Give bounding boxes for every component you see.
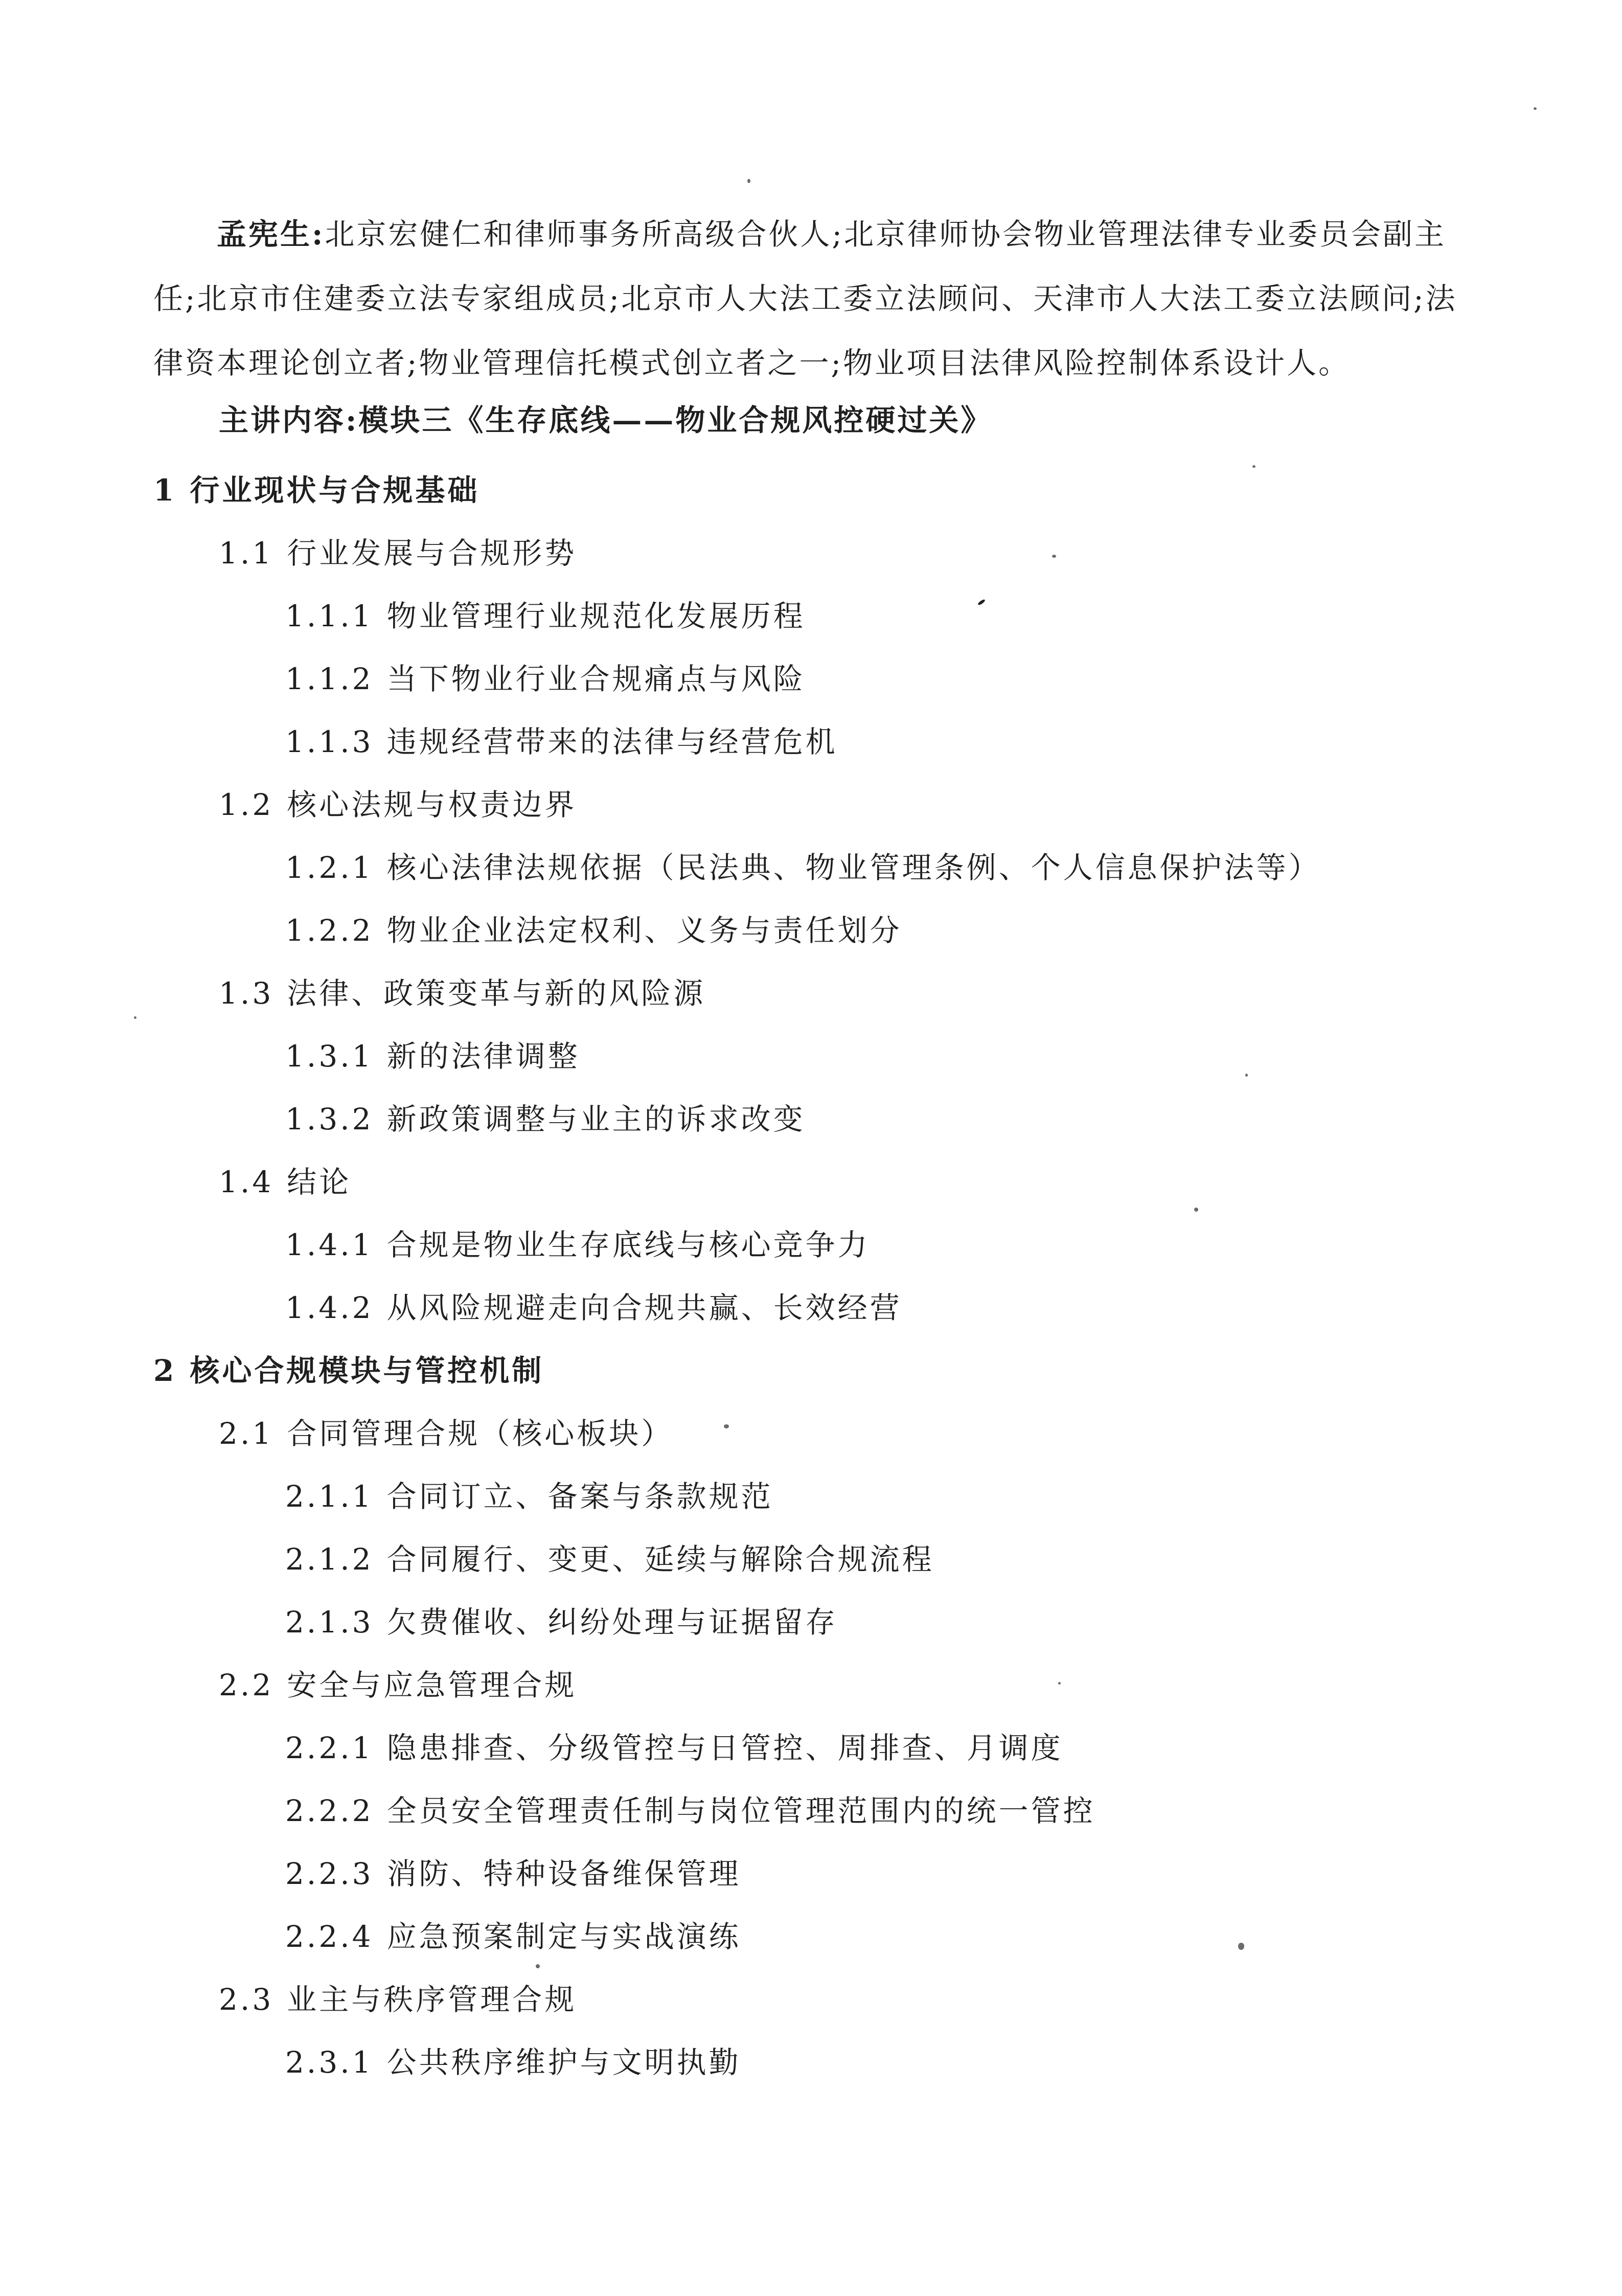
outline-item-text: 应急预案制定与实战演练: [386, 1919, 741, 1954]
scan-speck: [1058, 1682, 1061, 1685]
outline-item-number: 1.4: [219, 1165, 274, 1199]
outline-item-text: 欠费催收、纠纷处理与证据留存: [386, 1605, 838, 1640]
outline-item-number: 2.2.2: [285, 1793, 374, 1828]
outline-item-text: 法律、政策变革与新的风险源: [287, 976, 706, 1011]
outline-item-number: 2: [153, 1353, 177, 1388]
outline-item-text: 消防、特种设备维保管理: [386, 1856, 741, 1891]
outline-item-number: 2.3: [219, 1982, 274, 2017]
outline-item-level-3: [153, 1214, 1482, 1277]
outline-item-number: 2.3.1: [285, 2045, 374, 2080]
scan-speck: [724, 1424, 729, 1428]
outline-item-text: 公共秩序维护与文明执勤: [386, 2045, 741, 2080]
outline-item-level-3: [153, 1843, 1482, 1905]
outline-item-number: 1.3.2: [285, 1102, 374, 1136]
outline-item-level-1: [153, 1339, 1482, 1402]
outline-item-text: 全员安全管理责任制与岗位管理范围内的统一管控: [386, 1793, 1095, 1828]
outline-item-number: 2.2.1: [285, 1731, 374, 1765]
outline-item-text: 核心法律法规依据（民法典、物业管理条例、个人信息保护法等）: [386, 850, 1321, 885]
lecture-heading: [219, 396, 992, 439]
outline-item-number: 1.4.2: [285, 1290, 374, 1325]
outline-item-text: 合同履行、变更、延续与解除合规流程: [386, 1542, 934, 1577]
outline-item-level-3: [153, 1717, 1482, 1780]
outline-item-number: 1.3.1: [285, 1039, 374, 1074]
outline-item-text: 结论: [287, 1165, 352, 1199]
outline-item-level-3: [153, 711, 1482, 774]
outline-item-number: 1: [153, 473, 177, 508]
scan-speck: [1194, 1208, 1198, 1212]
outline-item-level-2: [153, 1151, 1482, 1214]
outline-item-text: 合同订立、备案与条款规范: [386, 1479, 773, 1514]
outline-item-level-3: [153, 899, 1482, 962]
outline-item-level-3: [153, 1277, 1482, 1339]
scan-speck: [1245, 1074, 1248, 1077]
outline-item-number: 2.1.3: [285, 1605, 374, 1640]
outline-item-number: 2.1: [219, 1416, 274, 1451]
speaker-bio: 北京宏健仁和律师事务所高级合伙人;北京律师协会物业管理法律专业委员会副主任;北京市住建委立法专家组成员;北京市人大法工委立法顾问、天津市人大法工委立法顾问;法律资本理论创立者;物业管理信托模式创立者之一;物业项目法律风险控制体系设计人。: [153, 217, 1457, 380]
outline-item-number: 1.4.1: [285, 1227, 374, 1262]
outline-item-number: 1.1.2: [285, 662, 374, 696]
outline-item-level-3: [153, 1025, 1482, 1088]
outline-item-text: 业主与秩序管理合规: [287, 1982, 577, 2017]
outline-item-level-2: [153, 522, 1482, 585]
outline-item-number: 2.2: [219, 1668, 274, 1702]
outline-item-text: 物业企业法定权利、义务与责任划分: [386, 913, 902, 948]
outline-item-text: 行业发展与合规形势: [287, 536, 577, 571]
outline-item-level-1: [153, 459, 1482, 522]
outline-item-level-3: [153, 1591, 1482, 1654]
outline-item-number: 1.1.1: [285, 599, 374, 633]
outline-item-number: 1.2: [219, 787, 274, 822]
outline-item-level-3: [153, 2031, 1482, 2094]
outline-item-level-3: [153, 1905, 1482, 1968]
scan-speck: [747, 179, 750, 183]
outline-item-text: 合同管理合规（核心板块）: [287, 1416, 674, 1451]
outline-item-level-2: [153, 1402, 1482, 1465]
outline-item-number: 2.2.4: [285, 1919, 374, 1954]
outline-item-level-2: [153, 962, 1482, 1025]
scan-speck: [1252, 465, 1255, 468]
scan-speck: [1534, 107, 1537, 110]
scan-speck: [1052, 555, 1056, 558]
outline-item-level-3: [153, 585, 1482, 648]
outline-item-number: 2.2.3: [285, 1856, 374, 1891]
speaker-name: 孟宪生:: [217, 217, 325, 252]
outline-item-text: 违规经营带来的法律与经营危机: [386, 724, 838, 759]
outline-item-number: 1.2.1: [285, 850, 374, 885]
outline-item-level-3: [153, 1465, 1482, 1528]
outline-item-level-3: [153, 1528, 1482, 1591]
outline-item-number: 1.2.2: [285, 913, 374, 948]
outline-item-text: 核心合规模块与管控机制: [190, 1353, 544, 1388]
outline-item-text: 从风险规避走向合规共赢、长效经营: [386, 1290, 902, 1325]
scan-speck: [1238, 1943, 1244, 1950]
course-outline: [153, 459, 1482, 2094]
outline-item-text: 隐患排查、分级管控与日管控、周排查、月调度: [386, 1731, 1063, 1765]
outline-item-level-3: [153, 648, 1482, 711]
lecture-label: 主讲内容:: [219, 403, 359, 438]
outline-item-level-3: [153, 1088, 1482, 1151]
scan-speck: [134, 1016, 136, 1019]
outline-item-text: 安全与应急管理合规: [287, 1668, 577, 1702]
outline-item-level-2: [153, 774, 1482, 836]
outline-item-text: 新的法律调整: [386, 1039, 580, 1074]
outline-item-number: 2.1.1: [285, 1479, 374, 1514]
speaker-intro: [153, 202, 1472, 395]
outline-item-level-3: [153, 1780, 1482, 1843]
outline-item-level-2: [153, 1654, 1482, 1717]
outline-item-number: 2.1.2: [285, 1542, 374, 1577]
outline-item-number: 1.1: [219, 536, 274, 571]
outline-item-text: 当下物业行业合规痛点与风险: [386, 662, 806, 696]
outline-item-text: 核心法规与权责边界: [287, 787, 577, 822]
outline-item-text: 行业现状与合规基础: [190, 473, 480, 508]
outline-item-text: 新政策调整与业主的诉求改变: [386, 1102, 806, 1136]
lecture-title: 模块三《生存底线——物业合规风控硬过关》: [358, 403, 993, 438]
outline-item-text: 物业管理行业规范化发展历程: [386, 599, 806, 633]
scan-speck: [536, 1964, 540, 1968]
outline-item-number: 1.1.3: [285, 724, 374, 759]
outline-item-number: 1.3: [219, 976, 274, 1011]
outline-item-text: 合规是物业生存底线与核心竞争力: [386, 1227, 870, 1262]
outline-item-level-3: [153, 836, 1482, 899]
outline-item-level-2: [153, 1968, 1482, 2031]
